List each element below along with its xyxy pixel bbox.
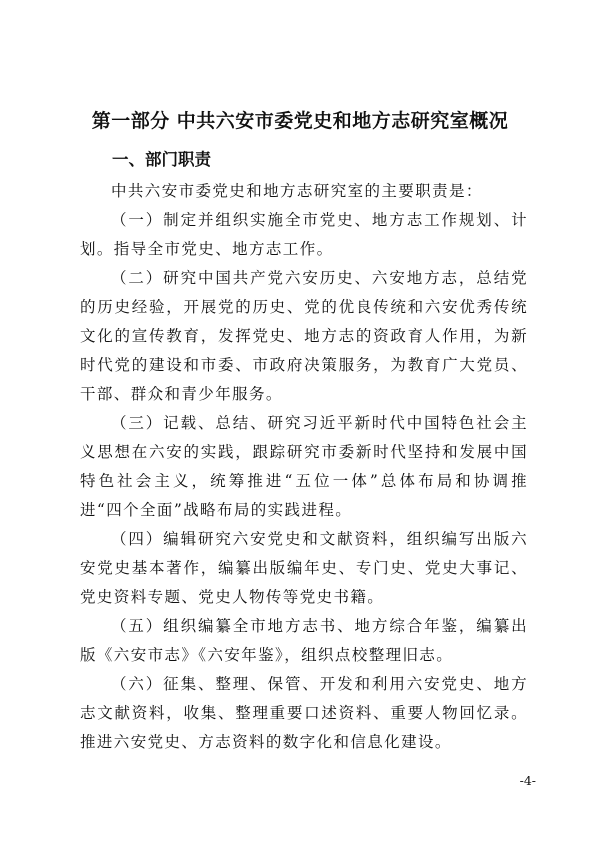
paragraph-duty-4: （四）编辑研究六安党史和文献资料，组织编写出版六安党史基本著作，编纂出版编年史、专门史、党史大事记、党史资料专题、党史人物传等党史书籍。 [80, 530, 528, 606]
page-title: 第一部分 中共六安市委党史和地方志研究室概况 [91, 110, 509, 132]
paragraph-duty-3: （三）记载、总结、研究习近平新时代中国特色社会主义思想在六安的实践，跟踪研究市委新时代坚持和发展中国特色社会主义，统筹推进“五位一体”总体布局和协调推进“四个全面”战略布局的实践进程。 [80, 414, 528, 519]
paragraph-duty-2: （二）研究中国共产党六安历史、六安地方志，总结党的历史经验，开展党的历史、党的优良传统和六安优秀传统文化的宣传教育，发挥党史、地方志的资政育人作用，为新时代党的建设和市委、市政府决策服务，为教育广大党员、干部、群众和青少年服务。 [80, 269, 528, 403]
page-number: -4- [519, 773, 536, 788]
paragraph-duty-5: （五）组织编纂全市地方志书、地方综合年鉴，编纂出版《六安市志》《六安年鉴》，组织点校整理旧志。 [80, 617, 528, 664]
paragraph-duty-6: （六）征集、整理、保管、开发和利用六安党史、地方志文献资料，收集、整理重要口述资料、重要人物回忆录。推进六安党史、方志资料的数字化和信息化建设。 [80, 675, 528, 751]
body-text [80, 177, 528, 757]
paragraph-duty-1: （一）制定并组织实施全市党史、地方志工作规划、计划。指导全市党史、地方志工作。 [80, 211, 528, 258]
paragraph-intro: 中共六安市委党史和地方志研究室的主要职责是： [111, 182, 483, 200]
section-heading: 一、部门职责 [112, 150, 211, 169]
